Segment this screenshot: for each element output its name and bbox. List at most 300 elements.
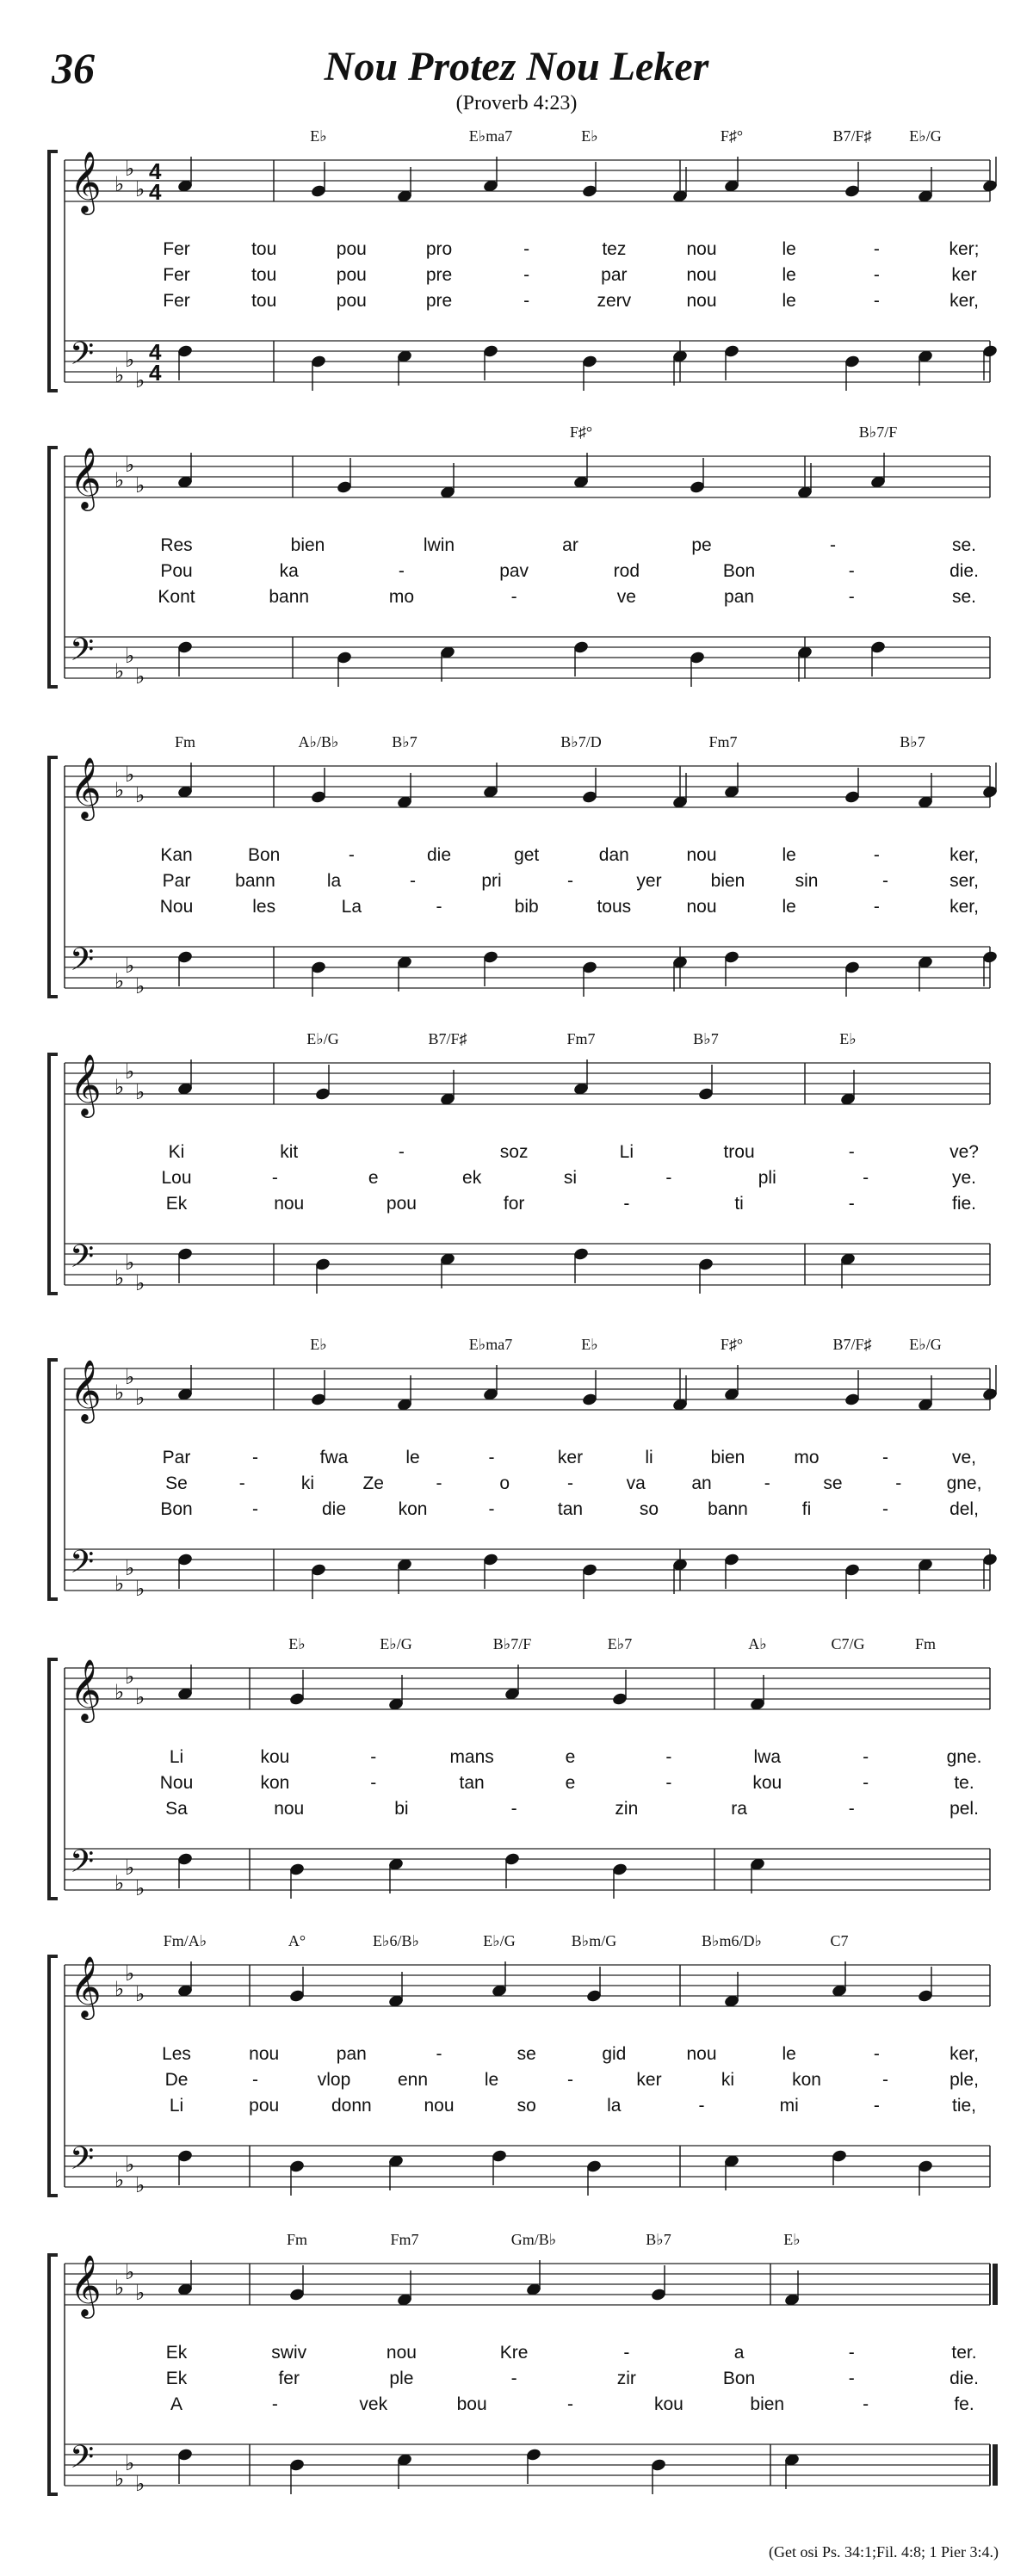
key-signature-flat-icon: ♭ [125, 454, 135, 477]
chord-symbol: E♭ [581, 127, 598, 145]
chord-symbol: E♭ [783, 2231, 801, 2248]
lyric-syllable: Ek [165, 2343, 188, 2363]
bass-clef-icon: 𝄢 [70, 633, 95, 675]
key-signature-flat-icon: ♭ [125, 1557, 135, 1580]
lyric-syllable: ki [721, 2070, 735, 2090]
lyric-syllable: - [252, 1448, 258, 1467]
key-signature-flat-icon: ♭ [135, 1877, 145, 1900]
lyric-syllable: tie, [951, 2096, 977, 2116]
lyric-syllable: pou [386, 1194, 417, 1214]
treble-clef-icon: 𝄞 [70, 1055, 102, 1115]
time-signature-digit: 4 [149, 158, 162, 184]
lyric-syllable: ple [389, 2369, 414, 2388]
lyric-syllable: pou [336, 265, 367, 285]
bass-clef-icon: 𝄢 [70, 942, 95, 985]
chord-symbol: A♭ [748, 1635, 767, 1652]
lyric-syllable: swiv [271, 2343, 307, 2363]
key-signature-flat-icon: ♭ [135, 1387, 145, 1410]
lyric-syllable: - [567, 2394, 573, 2414]
chord-symbol: Fm/A♭ [163, 1932, 207, 1949]
lyric-syllable: se [516, 2044, 536, 2064]
lyric-syllable: pav [499, 561, 529, 581]
chord-symbol: Gm/B♭ [510, 2231, 557, 2248]
chord-symbol: E♭ [310, 1336, 327, 1353]
lyric-syllable: Kre [499, 2343, 529, 2363]
lyric-syllable: die [426, 845, 452, 865]
treble-clef-icon: 𝄞 [70, 152, 102, 212]
key-signature-flat-icon: ♭ [114, 1381, 125, 1405]
lyric-syllable: mi [779, 2096, 799, 2116]
lyric-syllable: gne, [946, 1473, 982, 1493]
lyric-syllable: vlop [317, 2070, 351, 2090]
key-signature-flat-icon: ♭ [114, 1572, 125, 1596]
lyric-syllable: ker, [949, 845, 979, 865]
lyric-syllable: Fer [163, 265, 190, 285]
lyric-syllable: fwa [319, 1448, 349, 1467]
lyric-syllable: Res [160, 535, 193, 555]
chord-symbol: B♭7 [646, 2231, 671, 2248]
lyric-syllable: zerv [597, 291, 632, 311]
lyric-syllable: lwa [753, 1747, 782, 1767]
lyric-syllable: pel. [949, 1799, 979, 1819]
lyric-syllable: Ek [165, 2369, 188, 2388]
key-signature-flat-icon: ♭ [125, 2261, 135, 2284]
lyric-syllable: le [782, 239, 796, 259]
lyric-syllable: mo [794, 1448, 820, 1467]
key-signature-flat-icon: ♭ [125, 1856, 135, 1880]
lyric-syllable: nou [274, 1799, 305, 1819]
chord-symbol: B♭7 [900, 733, 925, 751]
lyric-syllable: nou [686, 239, 717, 259]
lyric-syllable: - [567, 871, 573, 891]
lyric-syllable: tou [251, 265, 277, 285]
lyric-syllable: a [733, 2343, 745, 2363]
chord-symbol: E♭ [310, 127, 327, 145]
lyric-syllable: gne. [946, 1747, 982, 1767]
bass-clef-icon: 𝄢 [70, 2141, 95, 2184]
lyric-syllable: - [523, 239, 530, 259]
chord-symbol: E♭ma7 [468, 127, 513, 145]
chord-symbol: C7 [830, 1932, 849, 1949]
lyric-syllable: - [830, 535, 836, 555]
lyric-syllable: zir [616, 2369, 636, 2388]
time-signature-digit: 4 [149, 339, 162, 365]
lyric-syllable: Li [169, 1747, 184, 1767]
lyric-syllable: so [639, 1499, 659, 1519]
key-signature-flat-icon: ♭ [135, 178, 145, 201]
lyric-syllable: kon [260, 1773, 290, 1793]
lyric-syllable: kit [280, 1142, 299, 1162]
lyric-syllable: tan [557, 1499, 584, 1519]
lyric-syllable: tez [602, 239, 627, 259]
treble-clef-icon: 𝄞 [70, 2256, 102, 2315]
key-signature-flat-icon: ♭ [114, 364, 125, 387]
lyric-syllable: - [873, 291, 880, 311]
key-signature-flat-icon: ♭ [125, 349, 135, 372]
lyric-syllable: - [882, 871, 888, 891]
chord-symbol: E♭ [288, 1635, 306, 1652]
lyric-syllable: Nou [159, 897, 194, 917]
lyric-syllable: bib [514, 897, 539, 917]
chord-symbol: E♭ [839, 1030, 857, 1047]
key-signature-flat-icon: ♭ [135, 369, 145, 392]
lyric-syllable: - [873, 845, 880, 865]
lyric-syllable: dan [598, 845, 629, 865]
lyric-syllable: die. [949, 2369, 979, 2388]
system-bracket [49, 1054, 58, 1294]
lyric-syllable: Par [162, 1448, 191, 1467]
lyric-syllable: enn [397, 2070, 429, 2090]
lyric-syllable: - [882, 1448, 888, 1467]
key-signature-flat-icon: ♭ [125, 954, 135, 978]
key-signature-flat-icon: ♭ [114, 1872, 125, 1895]
key-signature-flat-icon: ♭ [114, 469, 125, 492]
lyric-syllable: Nou [159, 1773, 194, 1793]
lyric-syllable: ve, [951, 1448, 977, 1467]
lyric-syllable: sin [795, 871, 819, 891]
lyric-syllable: - [698, 2096, 705, 2116]
chord-symbol: Fm [174, 733, 196, 751]
lyric-syllable: les [252, 897, 276, 917]
lyric-syllable: pre [425, 265, 453, 285]
lyric-syllable: kon [398, 1499, 428, 1519]
chord-symbol: C7/G [831, 1635, 865, 1652]
lyric-syllable: pli [758, 1168, 776, 1188]
lyric-syllable: yer [636, 871, 662, 891]
key-signature-flat-icon: ♭ [114, 1076, 125, 1099]
key-signature-flat-icon: ♭ [135, 1272, 145, 1295]
chord-symbol: A♭/B♭ [298, 733, 339, 751]
lyric-syllable: e [565, 1747, 576, 1767]
lyric-syllable: va [626, 1473, 646, 1493]
key-signature-flat-icon: ♭ [125, 1251, 135, 1275]
lyric-syllable: te. [954, 1773, 974, 1793]
key-signature-flat-icon: ♭ [135, 1081, 145, 1104]
bass-clef-icon: 𝄢 [70, 1239, 95, 1282]
lyric-syllable: la [326, 871, 342, 891]
lyric-syllable: nou [686, 265, 717, 285]
lyric-syllable: pan [724, 587, 755, 607]
lyric-syllable: - [882, 1499, 888, 1519]
lyric-syllable: - [523, 265, 530, 285]
lyric-syllable: - [895, 1473, 902, 1493]
lyric-syllable: ker, [949, 2044, 979, 2064]
lyric-syllable: bou [456, 2394, 487, 2414]
key-signature-flat-icon: ♭ [114, 2468, 125, 2491]
chord-symbol: F♯° [720, 127, 744, 145]
lyric-syllable: - [271, 1168, 278, 1188]
key-signature-flat-icon: ♭ [125, 1962, 135, 1986]
scripture-reference: (Proverb 4:23) [455, 92, 578, 114]
lyric-syllable: - [623, 1194, 630, 1214]
lyric-syllable: nou [274, 1194, 305, 1214]
lyric-syllable: pro [425, 239, 453, 259]
lyric-syllable: bann [235, 871, 275, 891]
lyric-syllable: - [863, 1747, 869, 1767]
lyric-syllable: ker [557, 1448, 584, 1467]
key-signature-flat-icon: ♭ [125, 763, 135, 787]
lyric-syllable: - [863, 2394, 869, 2414]
lyric-syllable: pou [249, 2096, 280, 2116]
key-signature-flat-icon: ♭ [114, 173, 125, 196]
system-bracket [49, 2255, 58, 2494]
lyric-syllable: Sa [165, 1799, 188, 1819]
lyric-syllable: le [484, 2070, 499, 2090]
lyric-syllable: bien [750, 2394, 785, 2414]
lyric-syllable: pou [336, 291, 367, 311]
lyric-syllable: e [368, 1168, 379, 1188]
key-signature-flat-icon: ♭ [114, 1267, 125, 1290]
system-bracket [49, 1659, 58, 1899]
lyric-syllable: - [436, 2044, 442, 2064]
chord-symbol: E♭/G [909, 127, 942, 145]
lyric-syllable: nou [686, 291, 717, 311]
lyric-syllable: del, [949, 1499, 979, 1519]
lyric-syllable: Kan [160, 845, 193, 865]
lyric-syllable: - [510, 1799, 517, 1819]
key-signature-flat-icon: ♭ [135, 474, 145, 497]
chord-symbol: B7/F♯ [428, 1030, 467, 1047]
lyric-syllable: par [601, 265, 628, 285]
chord-symbol: B♭7 [392, 733, 418, 751]
lyric-syllable: kon [792, 2070, 821, 2090]
lyric-syllable: - [873, 239, 880, 259]
lyric-syllable: - [488, 1499, 495, 1519]
lyric-syllable: ra [731, 1799, 747, 1819]
lyric-syllable: mans [449, 1747, 494, 1767]
chord-symbol: B♭7/F [492, 1635, 532, 1652]
lyric-syllable: A [170, 2394, 183, 2414]
lyric-syllable: gid [602, 2044, 627, 2064]
lyric-syllable: ker, [949, 897, 979, 917]
chord-symbol: Fm7 [566, 1030, 596, 1047]
lyric-syllable: La [341, 897, 362, 917]
lyric-syllable: - [882, 2070, 888, 2090]
lyric-syllable: Bon [247, 845, 281, 865]
lyric-syllable: Les [162, 2044, 191, 2064]
key-signature-flat-icon: ♭ [114, 1681, 125, 1704]
lyric-syllable: nou [386, 2343, 417, 2363]
lyric-syllable: le [782, 845, 796, 865]
lyric-syllable: vek [359, 2394, 388, 2414]
lyric-syllable: - [764, 1473, 770, 1493]
lyric-syllable: - [665, 1747, 672, 1767]
lyric-syllable: ye. [951, 1168, 977, 1188]
key-signature-flat-icon: ♭ [125, 1665, 135, 1689]
lyric-syllable: ker [636, 2070, 662, 2090]
lyric-syllable: Ze [362, 1473, 385, 1493]
treble-clef-icon: 𝄞 [70, 758, 102, 818]
key-signature-flat-icon: ♭ [135, 1983, 145, 2006]
lyric-syllable: so [516, 2096, 536, 2116]
lyric-syllable: Li [169, 2096, 184, 2116]
lyric-syllable: Bon [722, 2369, 756, 2388]
chord-symbol: Fm [286, 2231, 308, 2248]
lyric-syllable: - [488, 1448, 495, 1467]
lyric-syllable: Fer [163, 239, 190, 259]
system-bracket [49, 448, 58, 687]
chord-symbol: B7/F♯ [832, 1336, 872, 1353]
time-signature-digit: 4 [149, 179, 162, 205]
key-signature-flat-icon: ♭ [114, 660, 125, 683]
lyric-syllable: se. [951, 587, 977, 607]
lyric-syllable: - [252, 1499, 258, 1519]
lyric-syllable: bien [710, 871, 745, 891]
treble-clef-icon: 𝄞 [70, 1660, 102, 1720]
lyric-syllable: - [873, 2044, 880, 2064]
key-signature-flat-icon: ♭ [135, 665, 145, 689]
lyric-syllable: - [410, 871, 416, 891]
lyric-syllable: - [510, 587, 517, 607]
lyric-syllable: ker; [949, 239, 980, 259]
lyric-syllable: pou [336, 239, 367, 259]
lyric-syllable: pri [481, 871, 502, 891]
key-signature-flat-icon: ♭ [135, 1578, 145, 1601]
lyric-syllable: la [607, 2096, 622, 2116]
key-signature-flat-icon: ♭ [114, 2169, 125, 2192]
bass-clef-icon: 𝄢 [70, 1545, 95, 1587]
treble-clef-icon: 𝄞 [70, 1361, 102, 1420]
lyric-syllable: ek [462, 1168, 482, 1188]
lyric-syllable: - [567, 2070, 573, 2090]
lyric-syllable: bann [269, 587, 310, 607]
lyric-syllable: ter. [951, 2343, 977, 2363]
lyric-syllable: - [523, 291, 530, 311]
lyric-syllable: ve? [949, 1142, 979, 1162]
lyric-syllable: Par [162, 871, 191, 891]
footer-references: (Get osi Ps. 34:1;Fil. 4:8; 1 Pier 3:4.) [768, 2543, 999, 2561]
lyric-syllable: - [238, 1473, 245, 1493]
chord-symbol: E♭/G [909, 1336, 942, 1353]
lyric-syllable: tous [597, 897, 632, 917]
key-signature-flat-icon: ♭ [135, 975, 145, 998]
lyric-syllable: donn [331, 2096, 372, 2116]
lyric-syllable: tou [251, 239, 277, 259]
chord-symbol: E♭/G [306, 1030, 339, 1047]
lyric-syllable: - [873, 265, 880, 285]
lyric-syllable: - [665, 1168, 672, 1188]
treble-clef-icon: 𝄞 [70, 1957, 102, 2017]
lyric-syllable: trou [723, 1142, 755, 1162]
bass-clef-icon: 𝄢 [70, 2440, 95, 2482]
lyric-syllable: De [164, 2070, 189, 2090]
hymn-title: Nou Protez Nou Leker [324, 44, 709, 90]
chord-symbol: E♭ [581, 1336, 598, 1353]
key-signature-flat-icon: ♭ [125, 158, 135, 181]
bass-clef-icon: 𝄢 [70, 337, 95, 379]
key-signature-flat-icon: ♭ [114, 970, 125, 993]
lyric-syllable: soz [499, 1142, 529, 1162]
lyric-syllable: tan [459, 1773, 485, 1793]
lyric-syllable: - [873, 897, 880, 917]
chord-symbol: Fm7 [708, 733, 738, 751]
lyric-syllable: - [348, 845, 355, 865]
key-signature-flat-icon: ♭ [135, 784, 145, 807]
lyric-syllable: Li [619, 1142, 634, 1162]
lyric-syllable: - [436, 1473, 442, 1493]
lyric-syllable: ker [951, 265, 977, 285]
lyric-syllable: le [782, 265, 796, 285]
chord-symbol: B♭7/D [560, 733, 602, 751]
key-signature-flat-icon: ♭ [135, 2174, 145, 2197]
chord-symbol: B♭m6/D♭ [702, 1932, 762, 1949]
lyric-syllable: le [782, 897, 796, 917]
lyric-syllable: se [823, 1473, 843, 1493]
lyric-syllable: - [398, 561, 405, 581]
lyric-syllable: Ek [165, 1194, 188, 1214]
lyric-syllable: - [398, 1142, 405, 1162]
lyric-syllable: - [848, 561, 855, 581]
lyric-syllable: ti [734, 1194, 744, 1214]
lyric-syllable: Bon [722, 561, 756, 581]
lyric-syllable: - [370, 1773, 377, 1793]
chord-symbol: E♭/G [483, 1932, 516, 1949]
lyric-syllable: Lou [161, 1168, 192, 1188]
lyric-syllable: nou [686, 897, 717, 917]
lyric-syllable: ple, [949, 2070, 979, 2090]
lyric-syllable: bien [710, 1448, 745, 1467]
lyric-syllable: li [645, 1448, 653, 1467]
lyric-syllable: Se [165, 1473, 188, 1493]
lyric-syllable: bi [394, 1799, 409, 1819]
treble-clef-icon: 𝄞 [70, 448, 102, 508]
lyric-syllable: fer [278, 2369, 300, 2388]
lyric-syllable: ki [300, 1473, 315, 1493]
lyric-syllable: se. [951, 535, 977, 555]
lyric-syllable: fi [801, 1499, 812, 1519]
lyric-syllable: bann [708, 1499, 748, 1519]
lyric-syllable: - [863, 1773, 869, 1793]
key-signature-flat-icon: ♭ [125, 2153, 135, 2177]
lyric-syllable: nou [686, 845, 717, 865]
lyric-syllable: Bon [160, 1499, 193, 1519]
chord-symbol: E♭7 [607, 1635, 633, 1652]
lyric-syllable: fie. [951, 1194, 977, 1214]
key-signature-flat-icon: ♭ [135, 2282, 145, 2305]
lyric-syllable: - [848, 1142, 855, 1162]
key-signature-flat-icon: ♭ [125, 2452, 135, 2475]
lyric-syllable: tou [251, 291, 277, 311]
lyric-syllable: nou [424, 2096, 455, 2116]
lyric-syllable: e [565, 1773, 576, 1793]
lyric-syllable: kou [260, 1747, 290, 1767]
lyric-syllable: Fer [163, 291, 190, 311]
key-signature-flat-icon: ♭ [125, 1366, 135, 1389]
key-signature-flat-icon: ♭ [135, 2473, 145, 2496]
chord-symbol: B♭m/G [571, 1932, 617, 1949]
lyric-syllable: - [252, 2070, 258, 2090]
lyric-syllable: pre [425, 291, 453, 311]
time-signature-digit: 4 [149, 360, 162, 386]
system-bracket [49, 1956, 58, 2196]
lyric-syllable: die. [949, 561, 979, 581]
lyric-syllable: mo [388, 587, 415, 607]
lyric-syllable: - [848, 2343, 855, 2363]
lyric-syllable: ve [616, 587, 636, 607]
lyric-syllable: - [863, 1168, 869, 1188]
lyric-syllable: - [510, 2369, 517, 2388]
lyric-syllable: - [623, 2343, 630, 2363]
key-signature-flat-icon: ♭ [114, 779, 125, 802]
chord-symbol: E♭ma7 [468, 1336, 513, 1353]
lyric-syllable: - [848, 1194, 855, 1214]
lyric-syllable: die [321, 1499, 347, 1519]
lyric-syllable: nou [686, 2044, 717, 2064]
lyric-syllable: - [370, 1747, 377, 1767]
key-signature-flat-icon: ♭ [114, 1978, 125, 2001]
lyric-syllable: kou [752, 1773, 782, 1793]
system-bracket [49, 757, 58, 997]
